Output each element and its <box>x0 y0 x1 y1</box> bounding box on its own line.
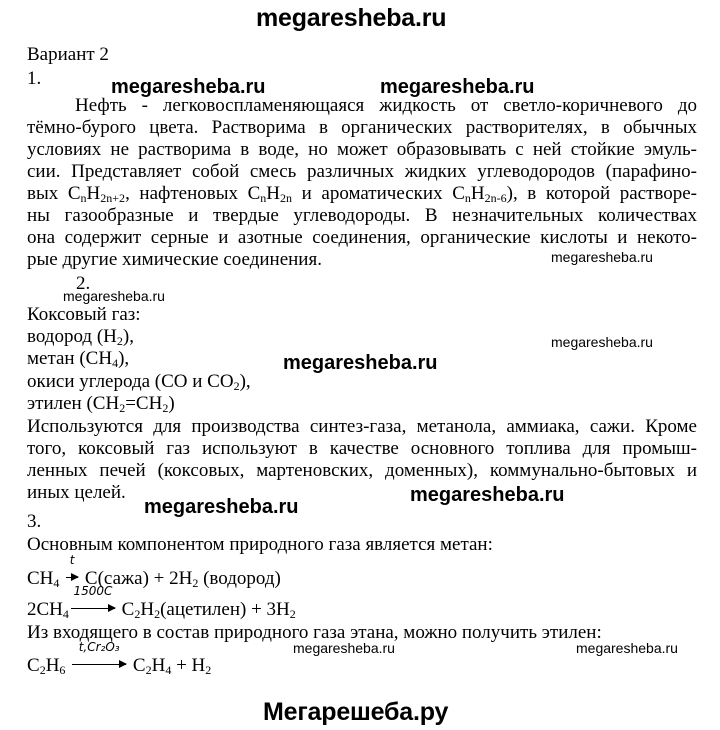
watermark-small-2: megaresheba.ru <box>63 288 165 304</box>
eq2-condition: 1500C <box>73 584 113 598</box>
watermark-top: megaresheba.ru <box>256 4 447 32</box>
question-1-answer <box>27 95 697 271</box>
q3-equation-2: $2CH_4$ 1500C $C_2H_2(ацетилен) + 3H_2$ <box>27 584 296 621</box>
watermark-mid-3: megaresheba.ru <box>283 352 438 374</box>
eq3-condition: t,Cr₂O₃ <box>78 640 120 654</box>
q3-sentence: Из входящего в состав природного газа этана, можно получить этилен: <box>27 622 602 643</box>
watermark-mid-4: megaresheba.ru <box>144 496 299 518</box>
watermark-mid-2: megaresheba.ru <box>380 76 535 98</box>
watermark-mid-1: megaresheba.ru <box>111 76 266 98</box>
watermark-small-4: megaresheba.ru <box>293 640 395 656</box>
question-1-number: 1. <box>27 68 42 89</box>
q1-line-2: тёмно-бурого цвета. Растворима в органических растворителях, в обычных <box>27 117 697 138</box>
q2-item-hydrogen: водород $(H_2)$, <box>27 326 134 348</box>
watermark-small-1: megaresheba.ru <box>551 249 653 265</box>
watermark-bottom: Мегарешеба.ру <box>263 698 449 726</box>
q1-line-8: рые другие химические соединения. <box>27 249 322 270</box>
q2-item-carbon-oxides: окиси углерода (CO и $CO_2$), <box>27 371 251 393</box>
variant-heading: Вариант 2 <box>27 44 109 65</box>
q2-line-4: иных целей. <box>27 482 126 503</box>
watermark-small-3: megaresheba.ru <box>551 334 653 350</box>
q1-line-4: сии. Представляет собой смесь различных жидких углеводородов (парафино- <box>27 161 697 182</box>
q3-equation-3: $C_2H_6$ t,Cr₂O₃ $C_2H_4 + H_2$ <box>27 640 212 677</box>
q2-item-methane: метан $(CH_4)$, <box>27 348 130 370</box>
q2-item-ethylene: этилен $(CH_2=CH_2)$ <box>27 393 175 415</box>
q1-line-1: Нефть - легковоспламеняющаяся жидкость от светло-коричневого до <box>75 95 697 116</box>
q3-intro: Основным компонентом природного газа является метан: <box>27 534 493 555</box>
question-2-answer <box>27 416 697 504</box>
q1-line-5: вых $C_nH_{2n+2}$, нафтеновых $C_nH_{2n}$ и ароматических $C_nH_{2n-6}$), в которой растворе- <box>27 183 697 205</box>
eq1-condition: t <box>69 553 75 567</box>
q3-equation-1: $CH_4$ t C(сажа) + $2H_2$ (водород) <box>27 553 281 590</box>
q2-heading: Коксовый газ: <box>27 304 141 325</box>
q2-line-1: Используются для производства синтез-газа, метанола, аммиака, сажи. Кроме <box>27 416 697 437</box>
q2-line-2: того, коксовый газ используют в качестве основного топлива для промыш- <box>27 438 697 459</box>
watermark-small-5: megaresheba.ru <box>576 640 678 656</box>
q1-line-3: условиях не растворима в воде, но может образовывать с ней стойкие эмуль- <box>27 139 697 160</box>
watermark-mid-5: megaresheba.ru <box>410 484 565 506</box>
q2-line-3: ленных печей (коксовых, мартеновских, доменных), коммунально-бытовых и <box>27 460 697 481</box>
q1-line-7: она содержит серные и азотные соединения, органические кислоты и некото- <box>27 227 697 248</box>
question-2-number: 2. <box>76 273 91 294</box>
question-3-number: 3. <box>27 511 42 532</box>
q1-line-6: ны газообразные и твердые углеводороды. В незначительных количествах <box>27 205 697 226</box>
